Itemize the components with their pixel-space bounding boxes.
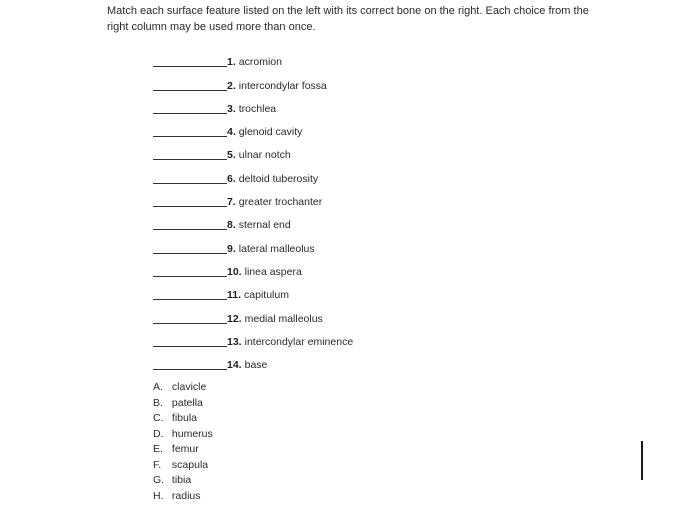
matching-list xyxy=(153,46,483,372)
choice-d xyxy=(153,427,213,443)
matching-item-14 xyxy=(153,349,483,372)
answer-blank[interactable] xyxy=(153,80,227,91)
choice-h xyxy=(153,489,213,505)
matching-item-12 xyxy=(153,302,483,325)
matching-item-11 xyxy=(153,279,483,302)
item-number: 3. xyxy=(227,102,236,115)
choice-bone: tibia xyxy=(171,474,192,486)
item-term: greater trochanter xyxy=(238,196,323,209)
matching-item-7 xyxy=(153,186,483,209)
instructions-text: Match each surface feature listed on the left with its correct bone on the right. Each choice from the right column may be used more than once. xyxy=(107,5,589,33)
item-number: 8. xyxy=(227,219,236,232)
matching-item-2 xyxy=(153,69,483,92)
item-term: capitulum xyxy=(244,289,289,302)
item-term: ulnar notch xyxy=(238,149,291,162)
matching-item-13 xyxy=(153,326,483,349)
item-term: acromion xyxy=(238,56,282,69)
item-number: 4. xyxy=(227,126,236,139)
item-number: 1. xyxy=(227,56,236,69)
item-number: 12. xyxy=(227,312,242,325)
answer-blank[interactable] xyxy=(153,243,227,254)
item-term: medial malleolus xyxy=(244,312,323,325)
matching-item-5 xyxy=(153,139,483,162)
choice-bone: fibula xyxy=(171,412,198,424)
choice-letter: H. xyxy=(153,489,164,502)
item-term: lateral malleolus xyxy=(238,242,315,255)
item-number: 10. xyxy=(227,265,242,278)
choice-letter: A. xyxy=(153,381,163,393)
item-number: 2. xyxy=(227,79,236,92)
answer-blank[interactable] xyxy=(153,313,227,324)
item-term: intercondylar eminence xyxy=(244,335,354,348)
choice-c xyxy=(153,411,213,427)
choice-letter: E. xyxy=(153,443,163,455)
answer-blank[interactable] xyxy=(153,336,227,347)
choice-bone: clavicle xyxy=(171,381,207,393)
matching-item-3 xyxy=(153,93,483,116)
item-term: trochlea xyxy=(238,102,277,115)
answer-blank[interactable] xyxy=(153,359,227,370)
choice-bone: scapula xyxy=(171,458,209,471)
choice-letter: F. xyxy=(153,458,162,471)
answer-blank[interactable] xyxy=(153,56,227,67)
choice-f xyxy=(153,458,213,474)
choice-bone: femur xyxy=(171,443,199,455)
choice-bone: humerus xyxy=(171,427,213,440)
item-number: 5. xyxy=(227,149,236,162)
choice-e xyxy=(153,442,213,458)
choice-letter: B. xyxy=(153,396,163,409)
answer-blank[interactable] xyxy=(153,149,227,160)
item-term: sternal end xyxy=(238,219,291,232)
choice-b xyxy=(153,396,213,412)
bone-choices-list xyxy=(153,380,213,504)
choice-letter: C. xyxy=(153,412,164,424)
choice-bone: radius xyxy=(171,489,201,502)
text-cursor xyxy=(641,441,643,480)
matching-item-10 xyxy=(153,256,483,279)
item-number: 11. xyxy=(227,289,242,302)
answer-blank[interactable] xyxy=(153,103,227,114)
matching-item-4 xyxy=(153,116,483,139)
item-term: glenoid cavity xyxy=(238,126,303,139)
answer-blank[interactable] xyxy=(153,196,227,207)
matching-item-6 xyxy=(153,162,483,185)
item-number: 9. xyxy=(227,242,236,255)
item-term: linea aspera xyxy=(244,265,302,278)
item-number: 7. xyxy=(227,196,236,209)
choice-g xyxy=(153,473,213,489)
item-term: base xyxy=(244,359,268,372)
choice-a xyxy=(153,380,213,396)
answer-blank[interactable] xyxy=(153,126,227,137)
answer-blank[interactable] xyxy=(153,219,227,230)
matching-item-1 xyxy=(153,46,483,69)
item-number: 6. xyxy=(227,172,236,185)
item-term: intercondylar fossa xyxy=(238,79,327,92)
choice-letter: G. xyxy=(153,474,165,486)
matching-item-8 xyxy=(153,209,483,232)
choice-bone: patella xyxy=(171,396,203,409)
item-term: deltoid tuberosity xyxy=(238,172,319,185)
answer-blank[interactable] xyxy=(153,173,227,184)
answer-blank[interactable] xyxy=(153,266,227,277)
item-number: 13. xyxy=(227,335,242,348)
matching-item-9 xyxy=(153,232,483,255)
choice-letter: D. xyxy=(153,427,164,440)
answer-blank[interactable] xyxy=(153,289,227,300)
item-number: 14. xyxy=(227,359,242,372)
